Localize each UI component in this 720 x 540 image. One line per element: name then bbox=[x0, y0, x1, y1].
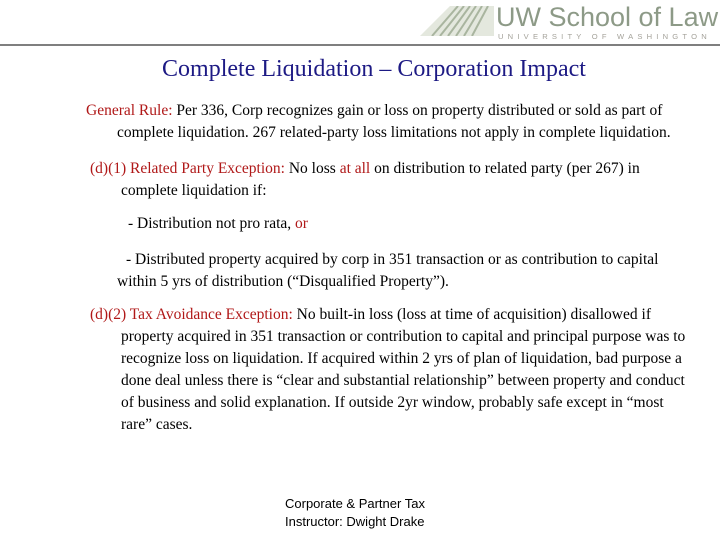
list-item bbox=[90, 249, 696, 293]
list-item-text: - Distribution not pro rata, bbox=[128, 215, 296, 232]
tax-avoidance-text: No built-in loss (loss at time of acquisition) disallowed if property acquired in 351 transaction or contribution to capital and principal purpose was to recognize loss on liquidation. If acquired within 2 yrs of plan of liquidation, bad purpose a done deal unless there is “clear and substantial relationship” between property and conduct of business and solid explanation. If outside 2yr window, probably safe except in “most rare” cases. bbox=[121, 306, 686, 433]
related-party-text-after: on distribution to related party (per 267) in complete liquidation if: bbox=[121, 160, 640, 199]
logo-subtitle: UNIVERSITY OF WASHINGTON bbox=[498, 32, 711, 41]
uw-law-logo bbox=[420, 2, 719, 44]
related-party-label: (d)(1) Related Party Exception: bbox=[90, 160, 285, 177]
related-party-emphasis: at all bbox=[339, 160, 371, 177]
list-item-text: - Distributed property acquired by corp in 351 transaction or as contribution to capital within 5 yrs of distribution (“Disqualified Property”). bbox=[117, 251, 659, 290]
logo-name: UW School of Law bbox=[496, 2, 719, 32]
footer-course: Corporate & Partner Tax bbox=[285, 496, 425, 511]
tax-avoidance-paragraph bbox=[90, 304, 696, 436]
tax-avoidance-label: (d)(2) Tax Avoidance Exception: bbox=[90, 306, 293, 323]
general-rule-paragraph bbox=[86, 100, 696, 144]
uw-w-mark-icon bbox=[420, 6, 494, 36]
slide-content bbox=[86, 100, 696, 436]
footer-instructor: Instructor: Dwight Drake bbox=[285, 514, 425, 529]
related-party-text-before: No loss bbox=[284, 160, 340, 177]
list-item bbox=[90, 213, 696, 235]
general-rule-label: General Rule: bbox=[86, 102, 173, 119]
general-rule-text: Per 336, Corp recognizes gain or loss on property distributed or sold as part of complete liquidation. 267 related-party loss limitations not apply in complete liquidation. bbox=[117, 102, 671, 141]
header-rule bbox=[0, 44, 720, 46]
list-item-or: or bbox=[295, 215, 308, 232]
slide-title: Complete Liquidation – Corporation Impact bbox=[162, 56, 586, 82]
related-party-paragraph bbox=[90, 158, 696, 202]
footer bbox=[285, 495, 425, 531]
